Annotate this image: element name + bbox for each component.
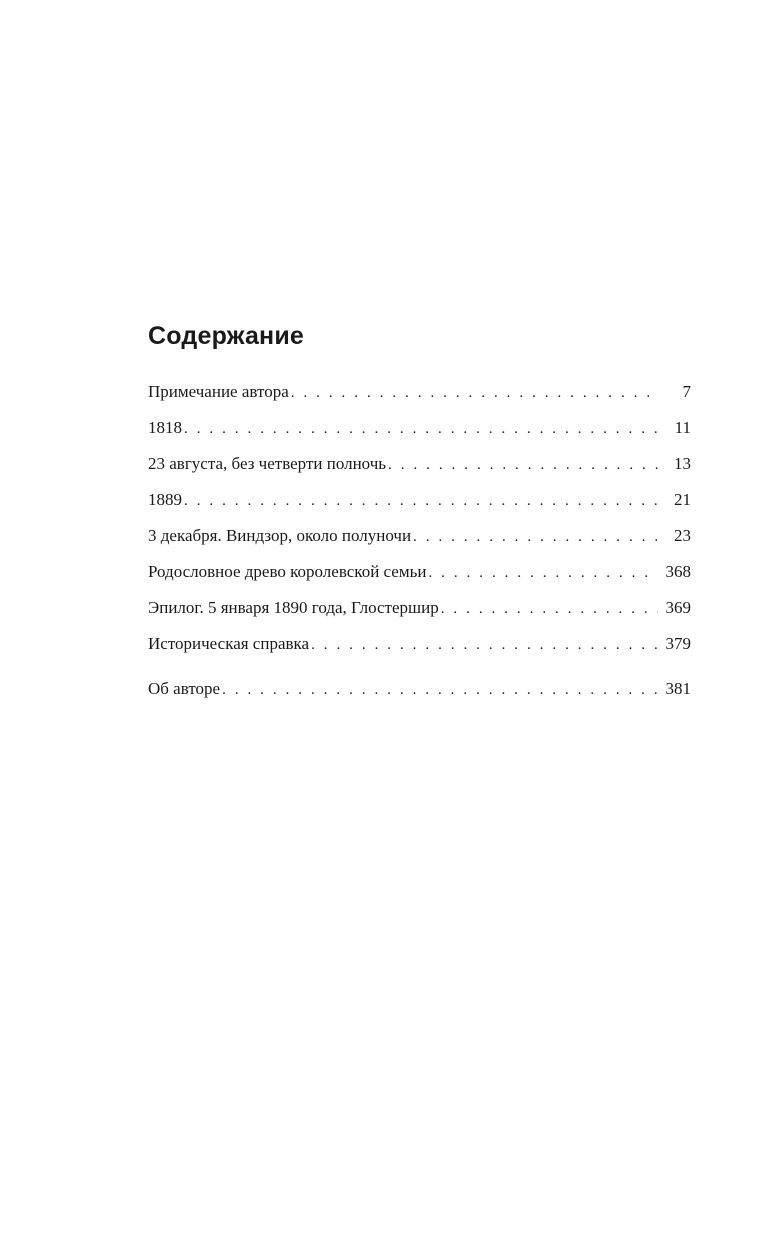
dot-leader: [184, 411, 658, 447]
toc-entry-label: 3 декабря. Виндзор, около полуночи: [148, 526, 412, 545]
toc-entry-page: 13: [674, 454, 691, 473]
toc-title: Содержание: [148, 322, 305, 350]
dot-leader: [428, 555, 658, 591]
dot-leader: [413, 519, 658, 555]
dot-leader: [388, 447, 658, 483]
toc-entry-label: Об авторе: [148, 679, 221, 698]
toc-entry[interactable]: [148, 671, 691, 707]
toc-entry[interactable]: [148, 554, 691, 590]
toc-entry-label: Примечание автора: [148, 382, 289, 401]
dot-leader: [291, 375, 658, 411]
toc-entry[interactable]: [148, 590, 691, 626]
toc-entry-page: 369: [665, 598, 691, 617]
toc-entry-page: 379: [665, 634, 691, 653]
toc-list: [148, 374, 691, 707]
toc-entry[interactable]: [148, 518, 691, 554]
toc-entry[interactable]: [148, 626, 691, 662]
toc-entry-label: Эпилог. 5 января 1890 года, Глостершир: [148, 598, 439, 617]
toc-entry-label: 1818: [148, 418, 182, 437]
toc-entry-label: Историческая справка: [148, 634, 310, 653]
toc-entry-page: 368: [665, 562, 691, 581]
dot-leader: [441, 591, 658, 627]
toc-entry-page: 21: [674, 490, 691, 509]
toc-entry-page: 7: [682, 382, 691, 401]
toc-entry[interactable]: [148, 410, 691, 446]
table-of-contents: [148, 318, 691, 707]
toc-entry-page: 11: [674, 418, 691, 437]
dot-leader: [222, 672, 658, 708]
toc-entry-label: 1889: [148, 490, 182, 509]
toc-entry-label: 23 августа, без четверти полночь: [148, 454, 387, 473]
toc-entry[interactable]: [148, 482, 691, 518]
toc-entry[interactable]: [148, 446, 691, 482]
toc-entry-label: Родословное древо королевской семьи: [148, 562, 427, 581]
toc-entry[interactable]: [148, 374, 691, 410]
dot-leader: [184, 483, 658, 519]
toc-entry-page: 23: [674, 526, 691, 545]
toc-entry-page: 381: [665, 679, 691, 698]
dot-leader: [311, 627, 658, 663]
